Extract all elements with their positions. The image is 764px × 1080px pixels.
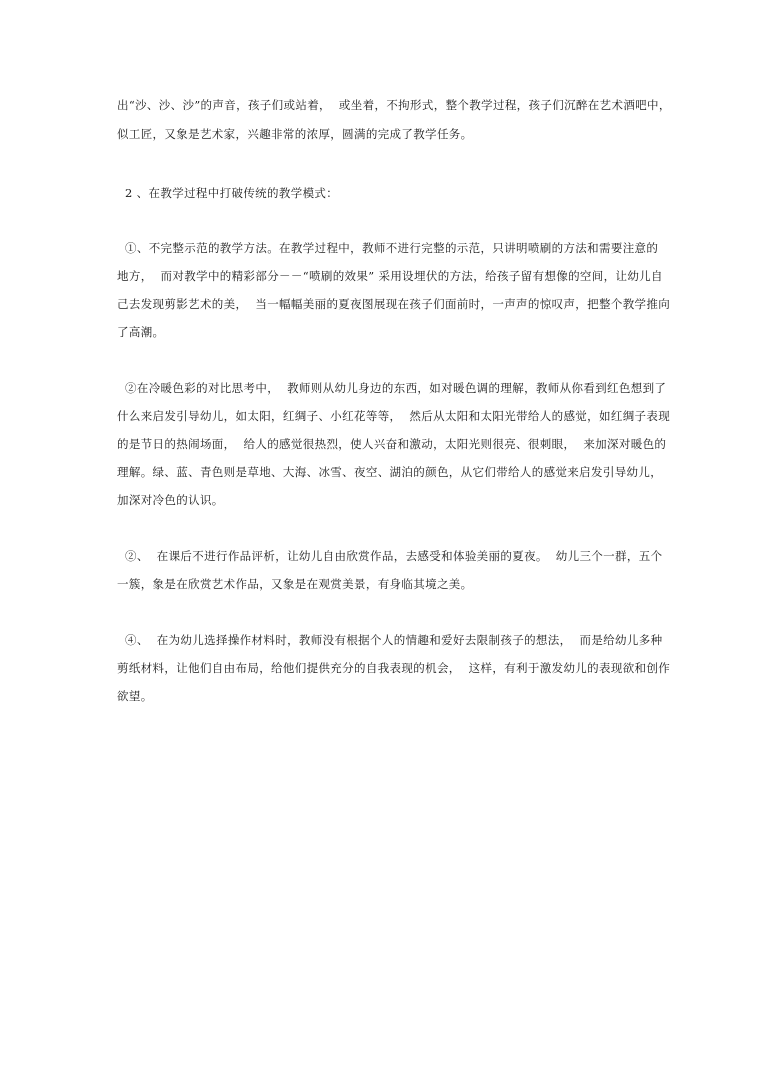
paragraph-1-line-2: 似工匠，又象是艺术家，兴趣非常的浓厚，圆满的完成了教学任务。 xyxy=(117,127,473,141)
item-2-line-4: 理解。绿、蓝、青色则是草地、大海、冰雪、夜空、湖泊的颜色，从它们带给人的感觉来启发引导幼儿， xyxy=(117,465,663,479)
item-1-line-2: 地方， 而对教学中的精彩部分－－“喷刷的效果” 采用设埋伏的方法，给孩子留有想像的空间，让幼儿自 xyxy=(117,269,663,283)
item-3-line-1: ②、 在课后不进行作品评析，让幼儿自由欣赏作品，去感受和体验美丽的夏夜。 幼儿三个一群，五个 xyxy=(117,549,663,563)
item-4-line-3: 欲望。 xyxy=(117,689,153,703)
item-4-line-2: 剪纸材料，让他们自由布局，给他们提供充分的自我表现的机会， 这样，有利于激发幼儿的表现欲和创作 xyxy=(117,661,671,675)
item-1-line-4: 了高潮。 xyxy=(117,325,165,339)
paragraph-1-line-1: 出“沙、沙、沙”的声音，孩子们或站着， 或坐着，不拘形式，整个教学过程，孩子们沉醉在艺术酒吧中， xyxy=(117,98,671,112)
item-2-line-3: 的是节日的热闹场面， 给人的感觉很热烈，使人兴奋和激动，太阳光则很亮、很刺眼， 来加深对暖色的 xyxy=(117,437,667,451)
item-1-line-3: 己去发现剪影艺术的美， 当一幅幅美丽的夏夜图展现在孩子们面前时，一声声的惊叹声，把整个教学推向 xyxy=(117,297,671,311)
section-heading-2: 2 、在教学过程中打破传统的教学模式： xyxy=(117,186,339,200)
item-2-line-2: 什么来启发引导幼儿，如太阳，红绸子、小红花等等， 然后从太阳和太阳光带给人的感觉，如红绸子表现 xyxy=(117,409,671,423)
item-4-line-1: ④、 在为幼儿选择操作材料时，教师没有根据个人的情趣和爱好去限制孩子的想法， 而是给幼儿多种 xyxy=(117,633,663,647)
item-2-line-1: ②在冷暖色彩的对比思考中， 教师则从幼儿身边的东西，如对暖色调的理解，教师从你看到红色想到了 xyxy=(117,381,667,395)
item-3-line-2: 一簇，象是在欣赏艺术作品，又象是在观赏美景，有身临其境之美。 xyxy=(117,577,473,591)
item-1-line-1: ①、不完整示范的教学方法。在教学过程中，教师不进行完整的示范，只讲明喷刷的方法和需要注意的 xyxy=(117,241,659,255)
item-2-line-5: 加深对冷色的认识。 xyxy=(117,493,224,507)
